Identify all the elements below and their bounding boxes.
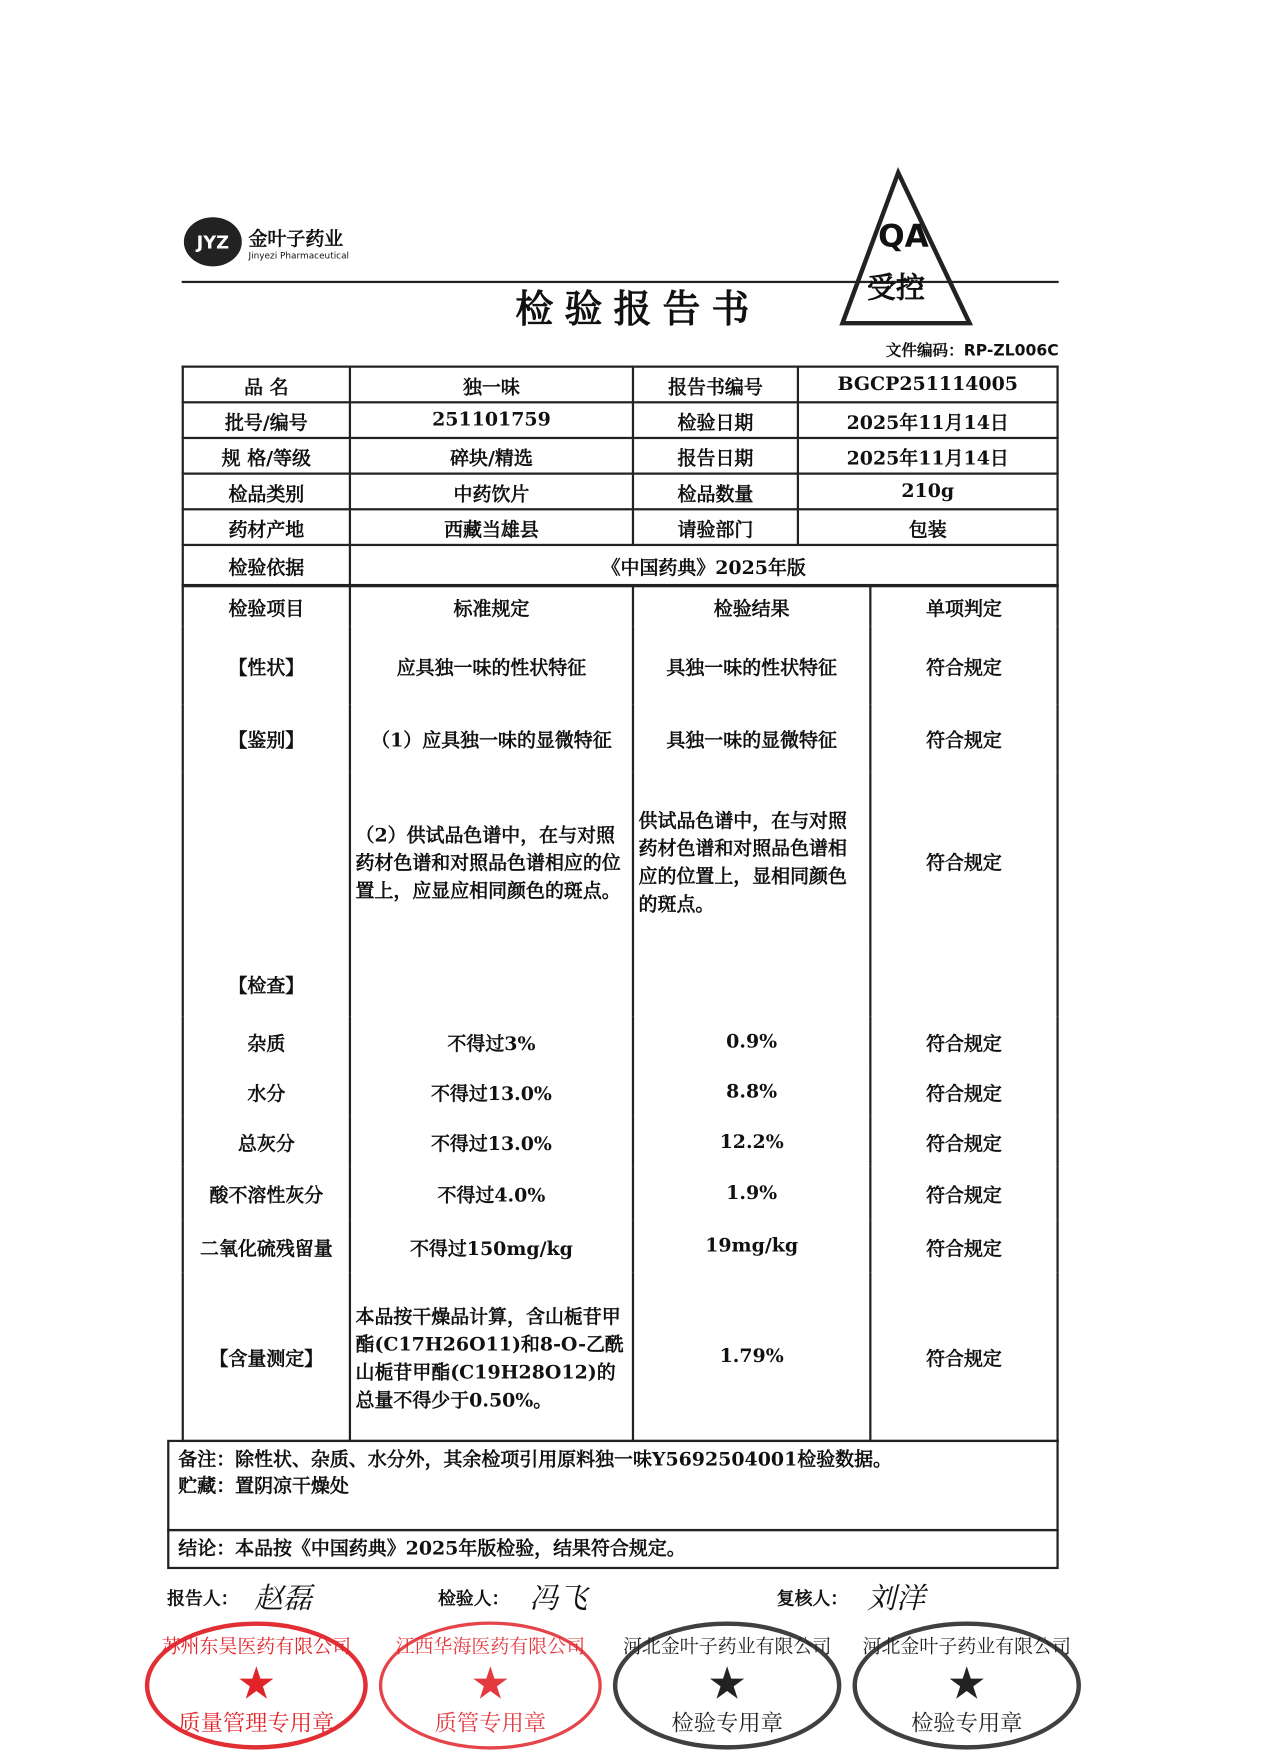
conclusion-text: 结论：本品按《中国药典》2025年版检验，结果符合规定。 <box>178 1537 686 1561</box>
star-icon: ★ <box>236 1657 277 1709</box>
star-icon: ★ <box>946 1657 987 1709</box>
black-inspection-stamp-right <box>853 1621 1081 1749</box>
test-result: 12.2% <box>633 1117 870 1167</box>
test-verdict: 符合规定 <box>870 704 1057 771</box>
test-item <box>183 771 350 949</box>
reporter-label: 报告人： <box>167 1588 239 1610</box>
info-row <box>183 402 1058 438</box>
test-verdict: 符合规定 <box>870 1219 1057 1272</box>
test-result: 具独一味的显微特征 <box>633 704 870 771</box>
field-value: 2025年11月14日 <box>798 438 1058 474</box>
storage-text: 贮藏：置阴凉干燥处 <box>178 1475 349 1498</box>
qa-text: QA <box>878 217 929 255</box>
test-table <box>182 585 1059 1442</box>
basis-value: 《中国药典》2025年版 <box>350 545 1058 585</box>
stamp-arc-text: 江西华海医药有限公司 <box>395 1635 586 1658</box>
info-row <box>183 438 1058 474</box>
test-result: 19mg/kg <box>633 1219 870 1272</box>
test-std: 不得过4.0% <box>350 1167 633 1219</box>
remark-text: 备注：除性状、杂质、水分外，其余检项引用原料独一味Y5692504001检验数据。 <box>178 1448 892 1472</box>
test-verdict: 符合规定 <box>870 1167 1057 1219</box>
field-label: 规 格/等级 <box>183 438 350 474</box>
test-verdict: 符合规定 <box>870 1016 1057 1066</box>
test-std: 不得过13.0% <box>350 1117 633 1167</box>
test-std: （1）应具独一味的显微特征 <box>350 704 633 771</box>
qa-controlled-stamp <box>834 167 979 339</box>
field-label: 报告日期 <box>633 438 798 474</box>
test-row <box>183 1016 1058 1066</box>
field-value: BGCP251114005 <box>798 367 1058 403</box>
field-label: 请验部门 <box>633 509 798 545</box>
test-result: 1.9% <box>633 1167 870 1219</box>
field-label: 检品数量 <box>633 474 798 510</box>
test-row <box>183 1066 1058 1116</box>
stamp-bottom-text: 质管专用章 <box>434 1708 547 1736</box>
file-number: 文件编码：RP-ZL006C <box>885 342 1059 360</box>
test-verdict <box>870 949 1057 1016</box>
test-std: 本品按干燥品计算，含山栀苷甲酯(C17H26O11)和8-O-乙酰山栀苷甲酯(C19H28O12)的总量不得少于0.50%。 <box>350 1273 633 1441</box>
test-std: 不得过3% <box>350 1016 633 1066</box>
test-verdict: 符合规定 <box>870 1117 1057 1167</box>
stamp-bottom-text: 检验专用章 <box>671 1708 783 1736</box>
column-header: 标准规定 <box>350 586 633 626</box>
info-table <box>182 366 1059 587</box>
field-label: 报告书编号 <box>633 367 798 403</box>
test-row <box>183 704 1058 771</box>
field-label: 品 名 <box>183 367 350 403</box>
info-row <box>183 509 1058 545</box>
field-label: 检验日期 <box>633 402 798 438</box>
company-logo <box>184 217 349 266</box>
test-std: 不得过150mg/kg <box>350 1219 633 1272</box>
stamp-bottom-text: 检验专用章 <box>911 1708 1023 1736</box>
basis-label: 检验依据 <box>183 545 350 585</box>
test-item: 水分 <box>183 1066 350 1116</box>
field-value: 包装 <box>798 509 1058 545</box>
test-item: 酸不溶性灰分 <box>183 1167 350 1219</box>
test-item: 【检查】 <box>183 949 350 1016</box>
test-item: 二氧化硫残留量 <box>183 1219 350 1272</box>
field-label: 检品类别 <box>183 474 350 510</box>
inspector-label: 检验人： <box>437 1588 510 1610</box>
page-title: 检验报告书 <box>515 287 761 333</box>
reviewer-signature: 刘洋 <box>867 1582 925 1616</box>
info-row <box>183 367 1058 403</box>
field-value: 独一味 <box>350 367 633 403</box>
test-result <box>633 949 870 1016</box>
test-result: 0.9% <box>633 1016 870 1066</box>
stamp-arc-text: 苏州东昊医药有限公司 <box>161 1635 352 1658</box>
test-verdict: 符合规定 <box>870 626 1057 704</box>
test-header-row <box>183 586 1058 626</box>
test-verdict: 符合规定 <box>870 1066 1057 1116</box>
field-label: 批号/编号 <box>183 402 350 438</box>
test-std <box>350 949 633 1016</box>
test-verdict: 符合规定 <box>870 1273 1057 1441</box>
test-row <box>183 1117 1058 1167</box>
stamp-arc-text: 河北金叶子药业有限公司 <box>622 1635 832 1658</box>
test-result: 8.8% <box>633 1066 870 1116</box>
field-value: 251101759 <box>350 402 633 438</box>
test-verdict: 符合规定 <box>870 771 1057 949</box>
logo-cn: 金叶子药业 <box>248 228 344 251</box>
reviewer-label: 复核人： <box>776 1588 849 1610</box>
test-row <box>183 771 1058 949</box>
qa-controlled-text: 受控 <box>867 271 925 306</box>
column-header: 单项判定 <box>870 586 1057 626</box>
black-inspection-stamp-bottom <box>613 1621 841 1749</box>
test-item: 【含量测定】 <box>183 1273 350 1441</box>
logo-en: Jinyezi Pharmaceutical <box>248 250 350 261</box>
field-value: 中药饮片 <box>350 474 633 510</box>
test-item: 总灰分 <box>183 1117 350 1167</box>
field-label: 药材产地 <box>183 509 350 545</box>
logo-mark: JYZ <box>184 217 242 266</box>
test-row <box>183 1167 1058 1219</box>
red-quality-stamp-center <box>379 1621 602 1749</box>
test-result: 1.79% <box>633 1273 870 1441</box>
test-std: 应具独一味的性状特征 <box>350 626 633 704</box>
test-row <box>183 1273 1058 1441</box>
test-row <box>183 949 1058 1016</box>
test-item: 【鉴别】 <box>183 704 350 771</box>
star-icon: ★ <box>470 1657 511 1709</box>
column-header: 检验结果 <box>633 586 870 626</box>
test-item: 杂质 <box>183 1016 350 1066</box>
test-result: 具独一味的性状特征 <box>633 626 870 704</box>
test-std: （2）供试品色谱中，在与对照药材色谱和对照品色谱相应的位置上，应显应相同颜色的斑点。 <box>350 771 633 949</box>
field-value: 2025年11月14日 <box>798 402 1058 438</box>
test-result: 供试品色谱中，在与对照药材色谱和对照品色谱相应的位置上，显相同颜色的斑点。 <box>633 771 870 949</box>
info-row <box>183 474 1058 510</box>
column-header: 检验项目 <box>183 586 350 626</box>
conclusion <box>167 1529 1059 1569</box>
test-row <box>183 1219 1058 1272</box>
red-quality-stamp-left <box>145 1621 368 1749</box>
stamp-bottom-text: 质量管理专用章 <box>178 1708 335 1736</box>
remarks <box>167 1440 1059 1531</box>
star-icon: ★ <box>707 1657 748 1709</box>
reporter-signature: 赵磊 <box>254 1582 313 1616</box>
inspector-signature: 冯飞 <box>529 1582 588 1616</box>
stamp-arc-text: 河北金叶子药业有限公司 <box>862 1635 1071 1658</box>
test-std: 不得过13.0% <box>350 1066 633 1116</box>
test-item: 【性状】 <box>183 626 350 704</box>
field-value: 碎块/精选 <box>350 438 633 474</box>
field-value: 210g <box>798 474 1058 510</box>
field-value: 西藏当雄县 <box>350 509 633 545</box>
test-row <box>183 626 1058 704</box>
